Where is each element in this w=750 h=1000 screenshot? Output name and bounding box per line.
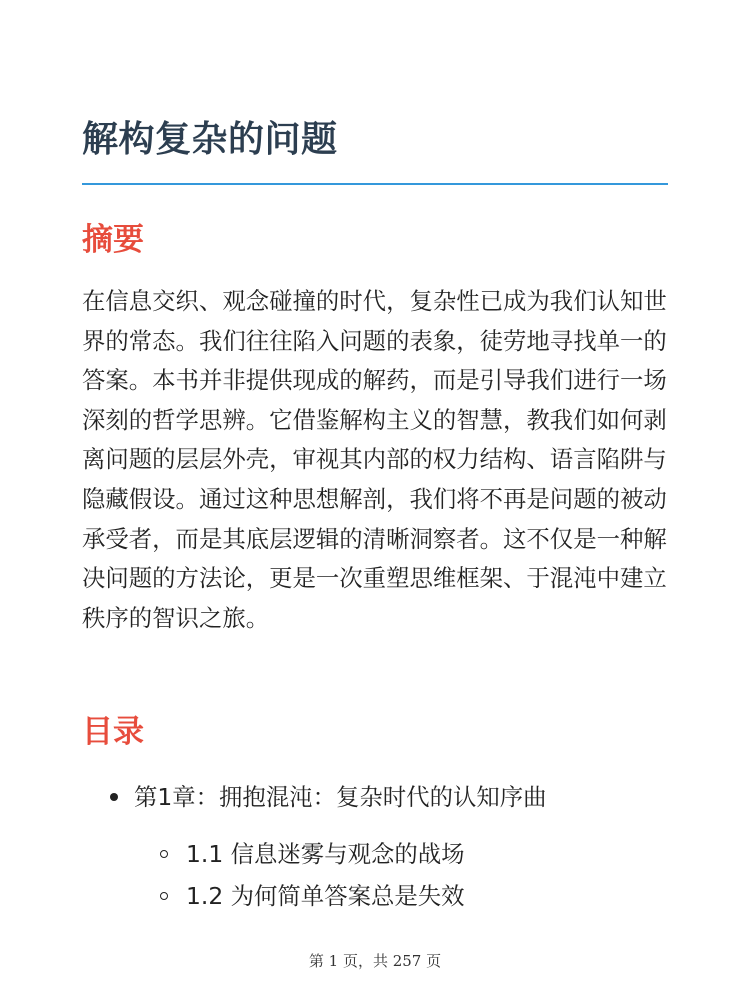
toc-heading: 目录	[82, 714, 144, 750]
toc-chapter-label: 第1章：拥抱混沌：复杂时代的认知序曲	[134, 783, 547, 811]
toc-section-label: 1.1 信息迷雾与观念的战场	[186, 840, 465, 868]
abstract-heading: 摘要	[82, 222, 144, 258]
toc-section-1-2[interactable]	[160, 876, 465, 916]
bullet-circle-icon	[160, 892, 168, 900]
toc-section-1-1[interactable]	[160, 834, 465, 874]
toc-chapter-1[interactable]	[110, 777, 547, 817]
bullet-disc-icon	[110, 793, 118, 801]
toc-section-label: 1.2 为何简单答案总是失效	[186, 882, 465, 910]
title-divider	[82, 183, 668, 185]
document-title: 解构复杂的问题	[82, 119, 338, 160]
bullet-circle-icon	[160, 850, 168, 858]
abstract-body: 在信息交织、观念碰撞的时代，复杂性已成为我们认知世界的常态。我们往往陷入问题的表象，徒劳地寻找单一的答案。本书并非提供现成的解药，而是引导我们进行一场深刻的哲学思辨。它借鉴解构主义的智慧，教我们如何剥离问题的层层外壳，审视其内部的权力结构、语言陷阱与隐藏假设。通过这种思想解剖，我们将不再是问题的被动承受者，而是其底层逻辑的清晰洞察者。这不仅是一种解决问题的方法论，更是一次重塑思维框架、于混沌中建立秩序的智识之旅。	[82, 287, 667, 632]
page-footer: 第 1 页，共 257 页	[308, 952, 442, 970]
